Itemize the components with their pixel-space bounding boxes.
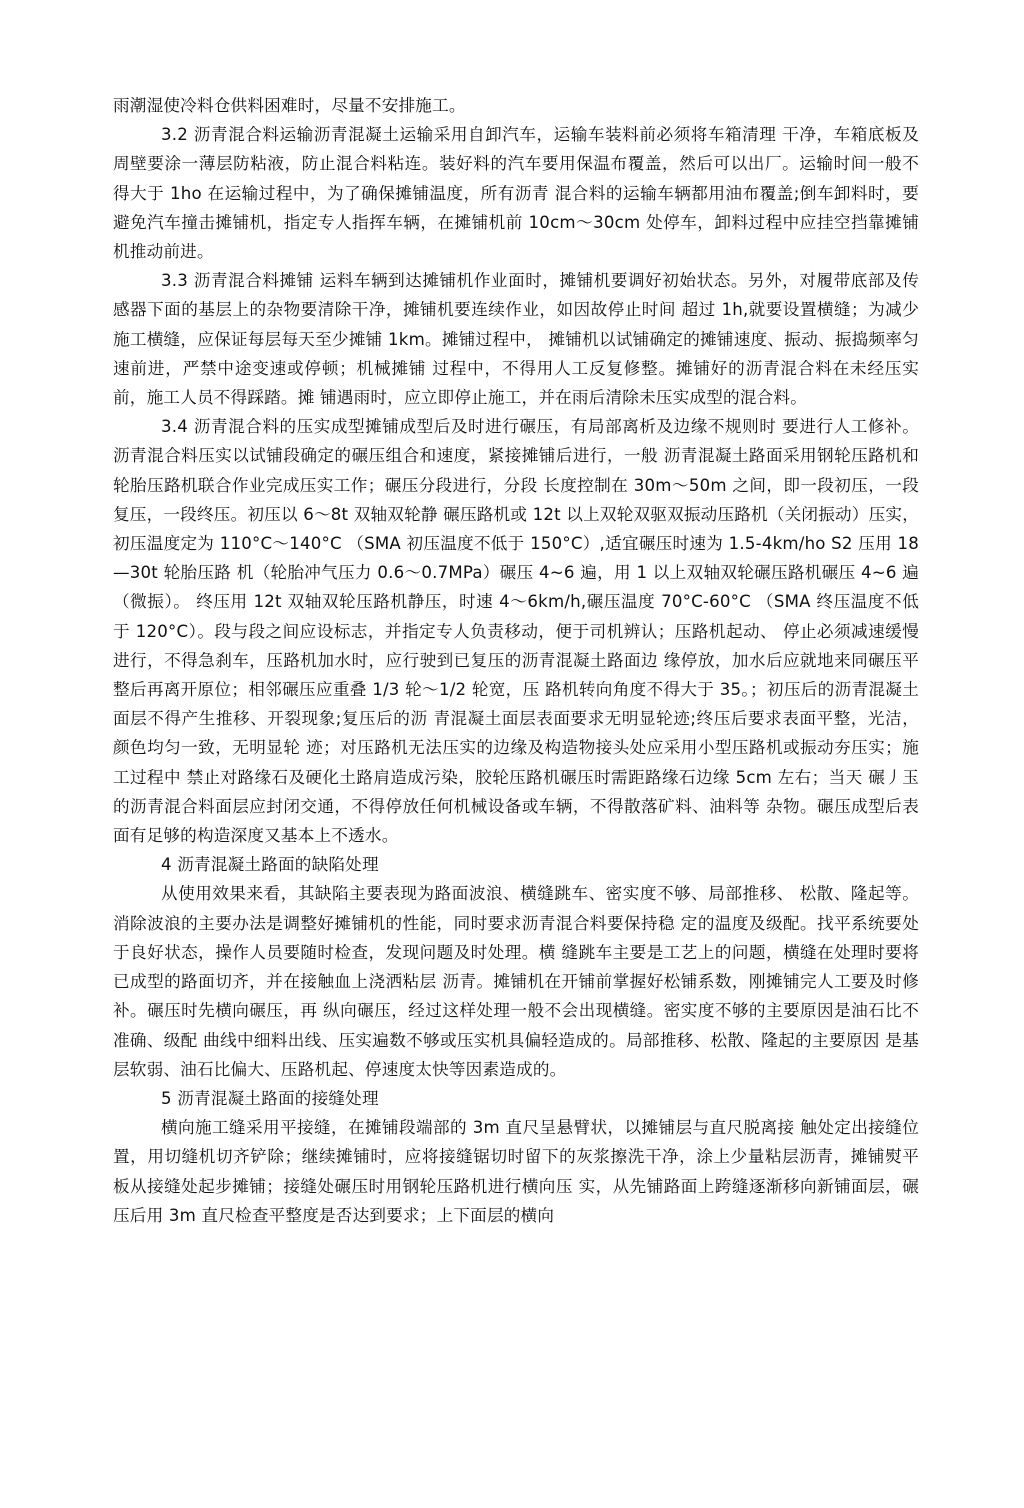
section-heading-5: 5 沥青混凝土路面的接缝处理 [161, 1088, 379, 1108]
paragraph-section-3-4: 3.4 沥青混合料的压实成型摊铺成型后及时进行碾压，有局部离析及边缘不规则时 要进行人工修补。沥青混合料压实以试铺段确定的碾压组合和速度，紧接摊铺后进行，一般 沥青混凝土路面采用钢轮压路机和轮胎压路机联合作业完成压实工作；碾压分段进行，分段 长度控制在 30m～50m 之间，即一段初压，一段复压，一段终压。初压以 6～8t 双轴双轮静 碾压路机或 12t 以上双轮双驱双振动压路机（关闭振动）压实，初压温度定为 110°C～140°C （SMA 初压温度不低于 150°C）,适宜碾压时速为 1.5-4km/ho S2 压用 18—30t 轮胎压路 机（轮胎冲气压力 0.6～0.7MPa）碾压 4~6 遍，用 1 以上双轴双轮碾压路机碾压 4~6 遍（微振）。 终压用 12t 双轴双轮压路机静压，时速 4～6km/h,碾压温度 70°C-60°C （SMA 终压温度不低于 120°C）。段与段之间应设标志，并指定专人负责移动，便于司机辨认；压路机起动、 停止必须减速缓慢进行，不得急刹车，压路机加水时，应行驶到已复压的沥青混凝土路面边 缘停放，加水后应就地来同碾压平整后再离开原位；相邻碾压应重叠 1/3 轮～1/2 轮宽，压 路机转向角度不得大于 35。；初压后的沥青混凝土面层不得产生推移、开裂现象;复压后的沥 青混凝土面层表面要求无明显轮迹;终压后要求表面平整，光洁，颜色均匀一致，无明显轮 迹；对压路机无法压实的边缘及构造物接头处应采用小型压路机或振动夯压实；施工过程中 禁止对路缘石及硬化土路肩造成污染，胶轮压路机碾压时需距路缘石边缘 5cm 左右；当天 碾丿玉的沥青混合料面层应封闭交通，不得停放任何机械设备或车辆，不得散落矿料、油料等 杂物。碾压成型后表面有足够的构造深度又基本上不透水。 [113, 417, 919, 846]
document-body [113, 91, 919, 1230]
paragraph-section-3-3: 3.3 沥青混合料摊铺 运料车辆到达摊铺机作业面时，摊铺机要调好初始状态。另外，对履带底部及传感器下面的基层上的杂物要清除干净，摊铺机要连续作业，如因故停止时间 超过 1h,就要设置横缝；为减少施工横缝，应保证每层每天至少摊铺 1km。摊铺过程中， 摊铺机以试铺确定的摊铺速度、振动、振捣频率匀速前进，严禁中途变速或停顿；机械摊铺 过程中，不得用人工反复修整。摊铺好的沥青混合料在未经压实前，施工人员不得踩踏。摊 铺遇雨时，应立即停止施工，并在雨后清除未压实成型的混合料。 [113, 271, 919, 408]
section-heading-4: 4 沥青混凝土路面的缺陷处理 [161, 855, 379, 875]
paragraph-section-5: 横向施工缝采用平接缝，在摊铺段端部的 3m 直尺呈悬臂状，以摊铺层与直尺脱离接 触处定出接缝位置，用切缝机切齐铲除；继续摊铺时，应将接缝锯切时留下的灰浆擦洗干净，涂上少量粘层沥青，摊铺熨平板从接缝处起步摊铺；接缝处碾压时用钢轮压路机进行横向压 实，从先铺路面上跨缝逐渐移向新铺面层，碾压后用 3m 直尺检查平整度是否达到要求；上下面层的横向 [113, 1118, 919, 1225]
paragraph-section-3-2: 3.2 沥青混合料运输沥青混凝土运输采用自卸汽车，运输车装料前必须将车箱清理 干净，车箱底板及周壁要涂一薄层防粘液，防止混合料粘连。装好料的汽车要用保温布覆盖，然后可以出厂。运输时间一般不得大于 1ho 在运输过程中，为了确保摊铺温度，所有沥青 混合料的运输车辆都用油布覆盖;倒车卸料时，要避免汽车撞击摊铺机，指定专人指挥车辆，在摊铺机前 10cm～30cm 处停车，卸料过程中应挂空挡靠摊铺机推动前进。 [113, 125, 919, 262]
paragraph-section-4: 从使用效果来看，其缺陷主要表现为路面波浪、横缝跳车、密实度不够、局部推移、 松散、隆起等。消除波浪的主要办法是调整好摊铺机的性能，同时要求沥青混合料要保持稳 定的温度及级配。找平系统要处于良好状态，操作人员要随时检查，发现问题及时处理。横 缝跳车主要是工艺上的问题，横缝在处理时要将已成型的路面切齐，并在接触血上浇洒粘层 沥青。摊铺机在开铺前掌握好松铺系数，刚摊铺完人工要及时修补。碾压时先横向碾压，再 纵向碾压，经过这样处理一般不会出现横缝。密实度不够的主要原因是油石比不准确、级配 曲线中细料出线、压实遍数不够或压实机具偏轻造成的。局部推移、松散、隆起的主要原因 是基层软弱、油石比偏大、压路机起、停速度太快等因素造成的。 [113, 884, 919, 1079]
paragraph-1: 雨潮湿使冷料仓供料困难时，尽量不安排施工。 [113, 96, 466, 115]
